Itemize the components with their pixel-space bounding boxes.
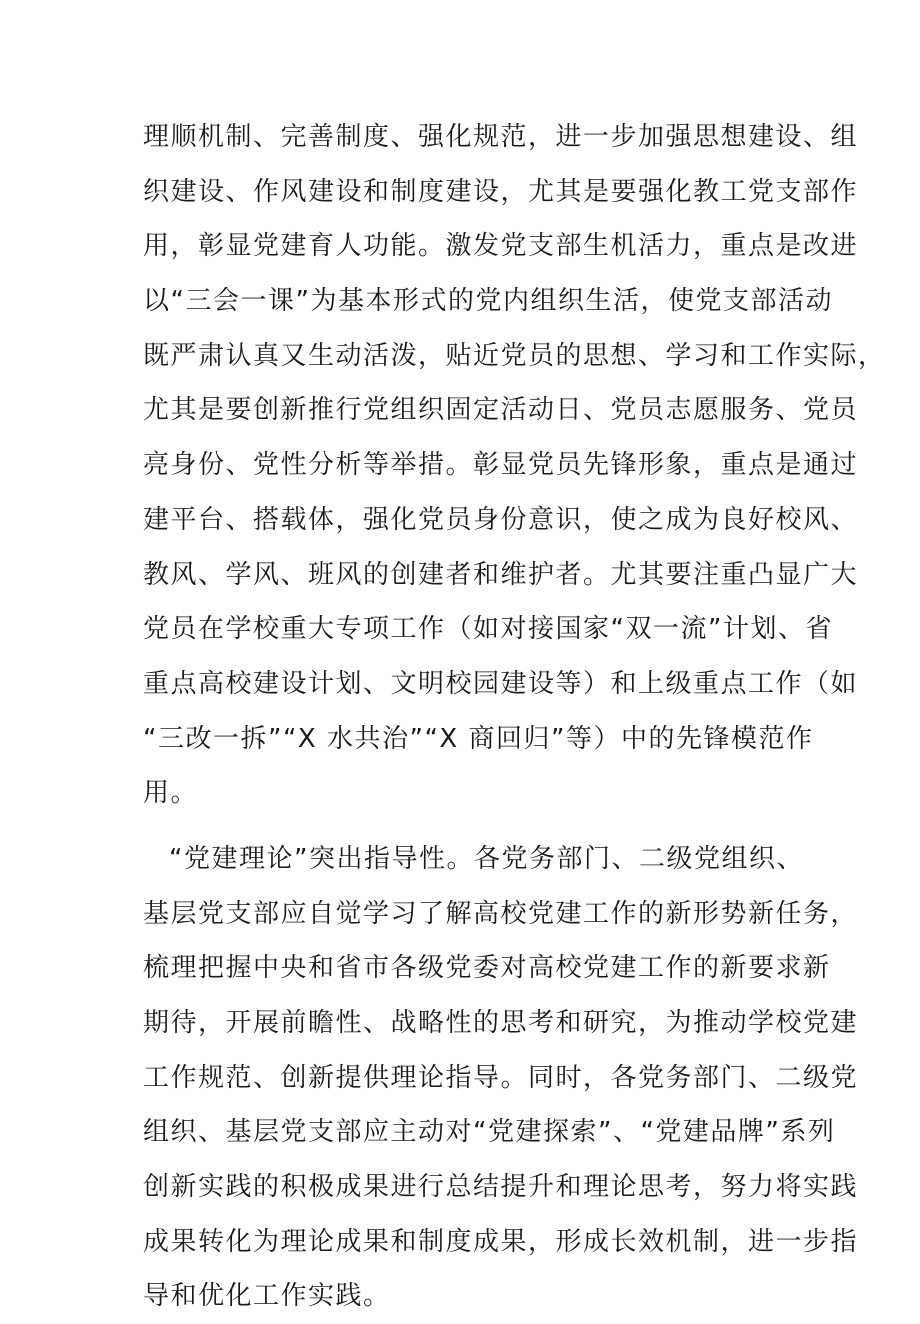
text-line: “党建理论”突出指导性。各党务部门、二级党组织、 [169,843,804,874]
text-line: “三改一拆”“X 水共治”“X 商回归”等）中的先锋模范作 [143,723,814,754]
paragraph-1 [143,110,886,821]
text-line: 教风、学风、班风的创建者和维护者。尤其要注重凸显广大 [143,559,859,590]
text-line: 尤其是要创新推行党组织固定活动日、党员志愿服务、党员 [143,395,859,426]
text-line: 期待，开展前瞻性、战略性的思考和研究，为推动学校党建 [143,1008,859,1038]
paragraph-2 [143,832,859,1324]
text-line: 理顺机制、完善制度、强化规范，进一步加强思想建设、组 [143,122,859,152]
text-line: 重点高校建设计划、文明校园建设等）和上级重点工作（如 [143,668,859,699]
text-line: 成果转化为理论成果和制度成果，形成长效机制，进一步指 [143,1226,859,1257]
text-line: 既严肃认真又生动活泼，贴近党员的思想、学习和工作实际， [143,340,886,371]
text-line: 用。 [143,778,199,809]
text-line: 工作规范、创新提供理论指导。同时，各党务部门、二级党 [143,1062,859,1093]
text-line: 导和优化工作实践。 [143,1281,391,1312]
text-line: 创新实践的积极成果进行总结提升和理论思考，努力将实践 [143,1172,859,1203]
paragraph-gap [143,821,803,832]
text-line: 党员在学校重大专项工作（如对接国家“双一流”计划、省 [143,614,833,645]
text-line: 以“三会一课”为基本形式的党内组织生活，使党支部活动 [143,286,833,317]
text-line: 亮身份、党性分析等举措。彰显党员先锋形象，重点是通过 [143,450,859,481]
text-line: 基层党支部应自觉学习了解高校党建工作的新形势新任务， [143,898,859,929]
text-line: 织建设、作风建设和制度建设，尤其是要强化教工党支部作 [143,176,859,207]
text-line: 组织、基层党支部应主动对“党建探索”、“党建品牌”系列 [143,1117,836,1148]
body-text [143,110,886,1324]
text-line: 用，彰显党建育人功能。激发党支部生机活力，重点是改进 [143,231,859,262]
text-line: 梳理把握中央和省市各级党委对高校党建工作的新要求新 [143,953,831,984]
text-line: 建平台、搭载体，强化党员身份意识，使之成为良好校风、 [143,504,859,535]
